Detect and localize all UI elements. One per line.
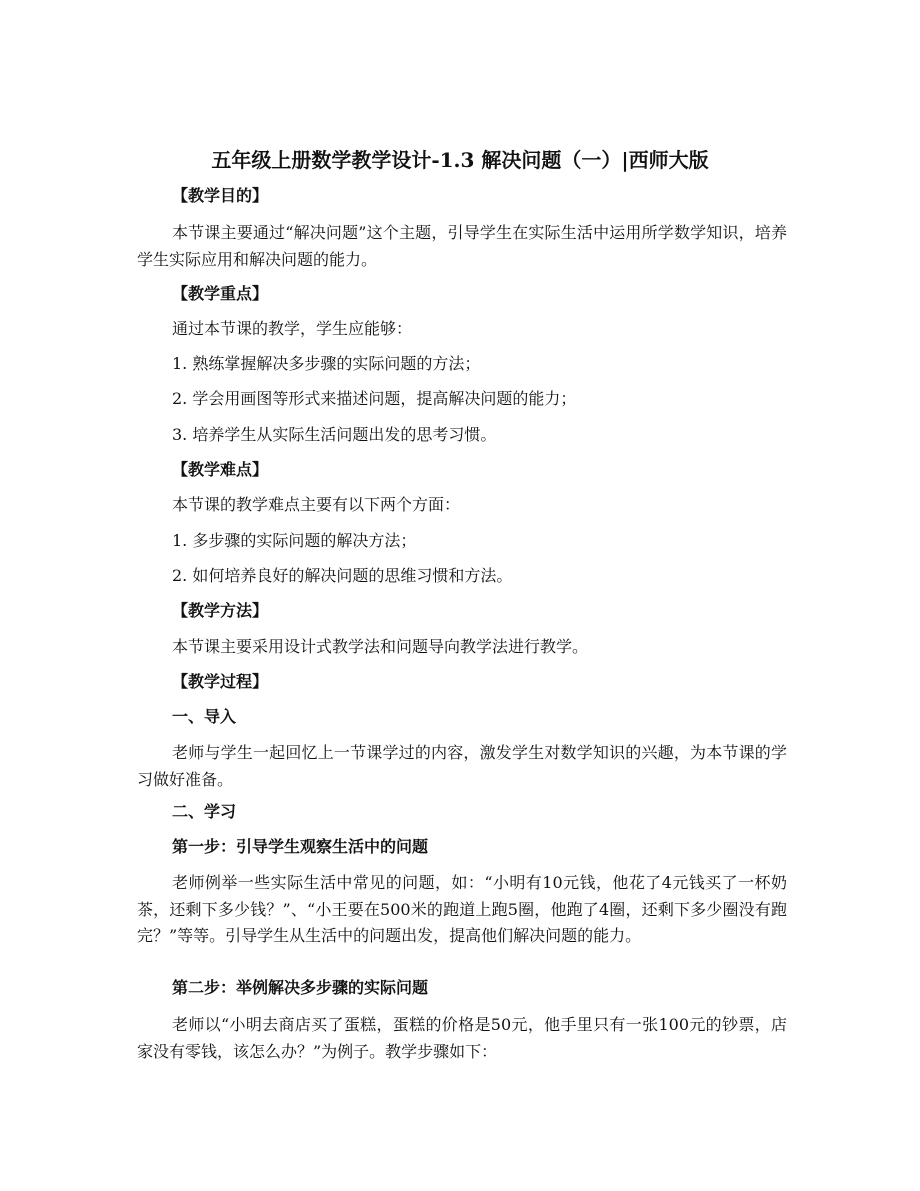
objective-heading: 【教学目的】 bbox=[172, 186, 269, 205]
study-heading: 二、学习 bbox=[172, 802, 237, 821]
step1-heading: 第一步：引导学生观察生活中的问题 bbox=[172, 837, 429, 856]
step2-heading: 第二步：举例解决多步骤的实际问题 bbox=[172, 978, 429, 997]
keypoints-item-3: 3. 培养学生从实际生活问题出发的思考习惯。 bbox=[172, 425, 497, 444]
keypoints-heading: 【教学重点】 bbox=[172, 284, 269, 303]
difficulty-heading: 【教学难点】 bbox=[172, 460, 269, 479]
difficulty-item-2: 2. 如何培养良好的解决问题的思维习惯和方法。 bbox=[172, 566, 513, 585]
keypoints-item-2: 2. 学会用画图等形式来描述问题，提高解决问题的能力； bbox=[172, 389, 577, 408]
intro-paragraph: 老师与学生一起回忆上一节课学过的内容，激发学生对数学知识的兴趣，为本节课的学习做好准备。 bbox=[137, 743, 787, 789]
method-text: 本节课主要采用设计式教学法和问题导向教学法进行教学。 bbox=[172, 637, 589, 656]
step2-paragraph: 老师以“小明去商店买了蛋糕，蛋糕的价格是50元，他手里只有一张100元的钞票，店家没有零钱，该怎么办？”为例子。教学步骤如下： bbox=[137, 1015, 787, 1061]
document-title: 五年级上册数学教学设计-1.3 解决问题（一）|西师大版 bbox=[211, 148, 709, 172]
keypoints-intro: 通过本节课的教学，学生应能够： bbox=[172, 319, 413, 338]
difficulty-intro: 本节课的教学难点主要有以下两个方面： bbox=[172, 495, 461, 514]
method-heading: 【教学方法】 bbox=[172, 601, 269, 620]
process-heading: 【教学过程】 bbox=[172, 672, 269, 691]
intro-heading: 一、导入 bbox=[172, 707, 237, 726]
step1-paragraph: 老师例举一些实际生活中常见的问题，如：“小明有10元钱，他花了4元钱买了一杯奶茶，还剩下多少钱？”、“小王要在500米的跑道上跑5圈，他跑了4圈，还剩下多少圈没有跑完？”等等。引导学生从生活中的问题出发，提高他们解决问题的能力。 bbox=[137, 873, 787, 945]
objective-paragraph: 本节课主要通过“解决问题”这个主题，引导学生在实际生活中运用所学数学知识，培养学生实际应用和解决问题的能力。 bbox=[137, 223, 787, 269]
keypoints-item-1: 1. 熟练掌握解决多步骤的实际问题的方法； bbox=[172, 354, 481, 373]
difficulty-item-1: 1. 多步骤的实际问题的解决方法； bbox=[172, 531, 417, 550]
